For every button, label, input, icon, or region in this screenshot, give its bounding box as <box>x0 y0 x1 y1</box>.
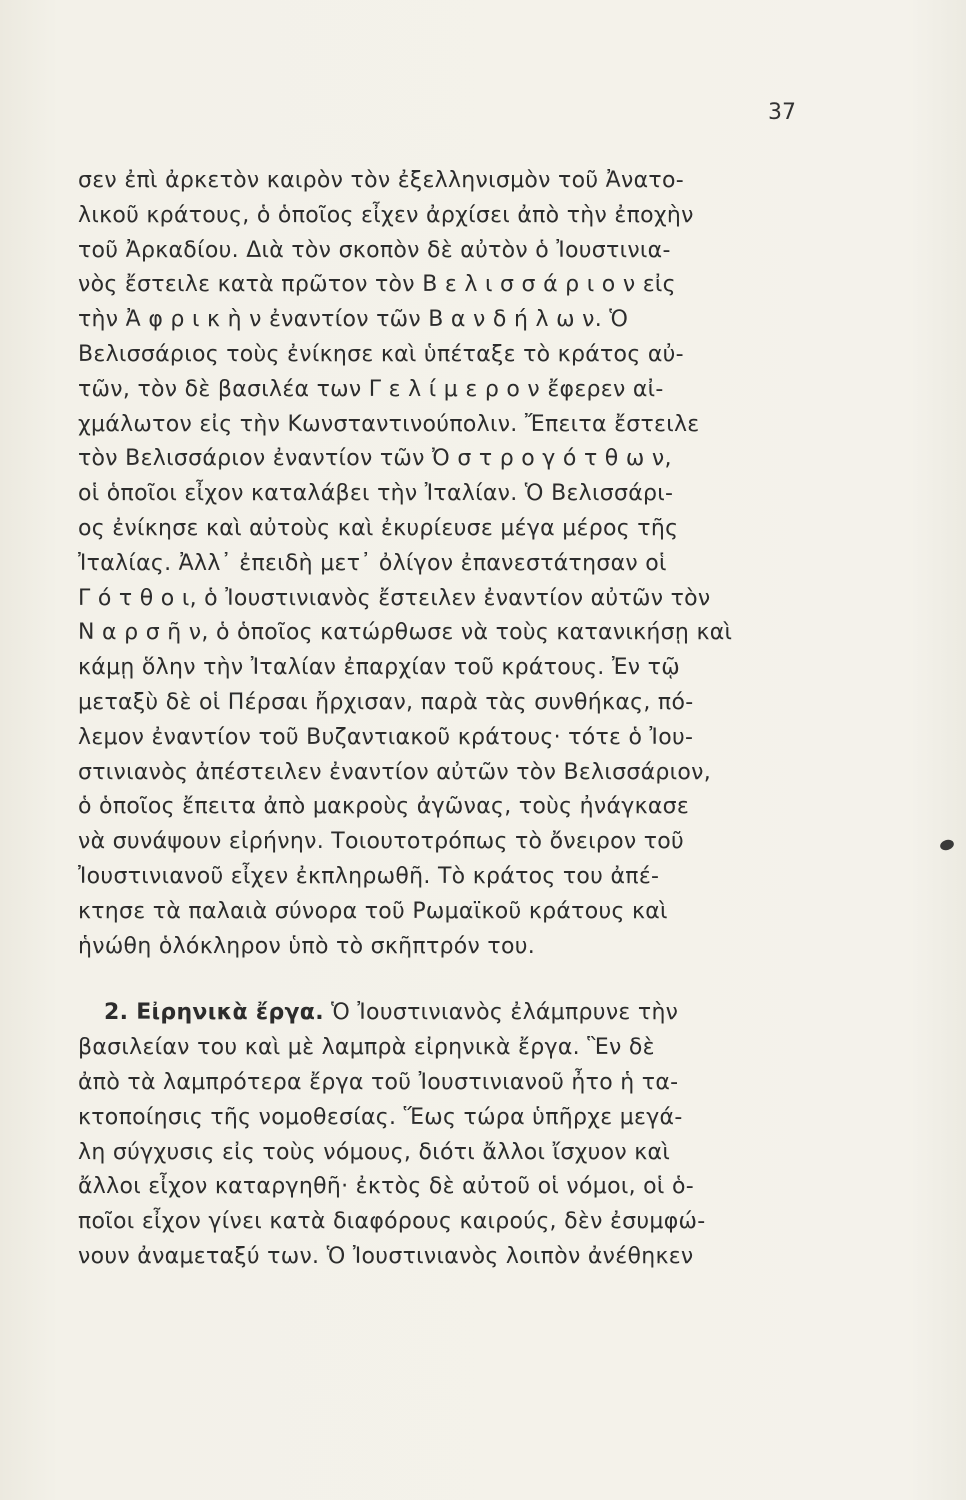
text-line: σεν ἐπὶ ἀρκετὸν καιρὸν τὸν ἐξελληνισμὸν τοῦ Ἀνατο- <box>78 168 684 193</box>
text-line: ἄλλοι εἶχον καταργηθῆ· ἐκτὸς δὲ αὐτοῦ οἱ νόμοι, οἱ ὁ- <box>78 1174 694 1200</box>
text-line: χμάλωτον εἰς τὴν Κωνσταντινούπολιν. Ἔπειτα ἔστειλε <box>78 411 700 437</box>
text-line: ποῖοι εἶχον γίνει κατὰ διαφόρους καιρούς, δὲν ἐσυμφώ- <box>78 1209 706 1235</box>
text-line: νουν ἀναμεταξύ των. Ὁ Ἰουστινιανὸς λοιπὸν ἀνέθηκεν <box>78 1243 694 1269</box>
text-line: τοῦ Ἀρκαδίου. Διὰ τὸν σκοπὸν δὲ αὐτὸν ὁ Ἰουστινια- <box>78 237 671 263</box>
page-number: 37 <box>768 100 796 125</box>
text-line: ος ἐνίκησε καὶ αὐτοὺς καὶ ἐκυρίευσε μέγα μέρος τῆς <box>78 515 679 541</box>
text-line: κάμῃ ὅλην τὴν Ἰταλίαν ἐπαρχίαν τοῦ κράτους. Ἐν τῷ <box>78 655 680 681</box>
section-2-first-line-text: Ὁ Ἰουστινιανὸς ἐλάμπρυνε τὴν <box>323 1000 679 1026</box>
text-line: Βελισσάριος τοὺς ἐνίκησε καὶ ὑπέταξε τὸ κράτος αὐ- <box>78 341 684 367</box>
text-line: Ν α ρ σ ῆ ν, ὁ ὁποῖος κατώρθωσε νὰ τοὺς κατανικήσῃ καὶ <box>78 620 733 646</box>
text-line: νὸς ἔστειλε κατὰ πρῶτον τὸν Β ε λ ι σ σ ά ρ ι ο ν εἰς <box>78 272 676 298</box>
text-line: λεμον ἐναντίον τοῦ Βυζαντιακοῦ κράτους· τότε ὁ Ἰου- <box>78 724 694 750</box>
text-line: ἡνώθη ὁλόκληρον ὑπὸ τὸ σκῆπτρόν του. <box>78 933 536 959</box>
text-line: λη σύγχυσις εἰς τοὺς νόμους, διότι ἄλλοι ἴσχυον καὶ <box>78 1139 671 1165</box>
section-gap <box>78 964 808 996</box>
text-line: κτησε τὰ παλαιὰ σύνορα τοῦ Ρωμαϊκοῦ κράτους καὶ <box>78 898 668 924</box>
section-2 <box>78 996 808 1274</box>
section-2-first-line <box>78 996 808 1031</box>
text-line: ὁ ὁποῖος ἔπειτα ἀπὸ μακροὺς ἀγῶνας, τοὺς ἠνάγκασε <box>78 794 690 820</box>
body-text <box>78 164 808 1275</box>
section-2-title: 2. Εἰρηνικὰ ἔργα. <box>104 1000 324 1026</box>
text-line: ἀπὸ τὰ λαμπρότερα ἔργα τοῦ Ἰουστινιανοῦ ἦτο ἡ τα- <box>78 1069 679 1095</box>
text-line: στινιανὸς ἀπέστειλεν ἐναντίον αὐτῶν τὸν Βελισσάριον, <box>78 759 712 785</box>
text-line: λικοῦ κράτους, ὁ ὁποῖος εἶχεν ἀρχίσει ἀπὸ τὴν ἐποχὴν <box>78 202 694 228</box>
ink-speck-mark <box>939 838 955 852</box>
text-line: Ἰουστινιανοῦ εἶχεν ἐκπληρωθῆ. Τὸ κράτος του ἀπέ- <box>78 863 660 889</box>
text-line: νὰ συνάψουν εἰρήνην. Τοιουτοτρόπως τὸ ὄνειρον τοῦ <box>78 829 685 855</box>
paragraph-1 <box>78 164 808 964</box>
text-line: τὴν Ἀ φ ρ ι κ ὴ ν ἐναντίον τῶν Β α ν δ ή λ ω ν. Ὁ <box>78 307 629 333</box>
text-line: βασιλείαν του καὶ μὲ λαμπρὰ εἰρηνικὰ ἔργα. Ἓν δὲ <box>78 1035 655 1061</box>
text-line: οἱ ὁποῖοι εἶχον καταλάβει τὴν Ἰταλίαν. Ὁ Βελισσάρι- <box>78 481 674 507</box>
text-line: μεταξὺ δὲ οἱ Πέρσαι ἤρχισαν, παρὰ τὰς συνθήκας, πό- <box>78 689 694 715</box>
text-line: τῶν, τὸν δὲ βασιλέα των Γ ε λ ί μ ε ρ ο ν ἔφερεν αἰ- <box>78 376 664 402</box>
text-line: κτοποίησις τῆς νομοθεσίας. Ἕως τώρα ὑπῆρχε μεγά- <box>78 1104 683 1130</box>
text-line: Ἰταλίας. Ἀλλ᾽ ἐπειδὴ μετ᾽ ὀλίγον ἐπανεστάτησαν οἱ <box>78 550 667 576</box>
text-line: Γ ό τ θ ο ι, ὁ Ἰουστινιανὸς ἔστειλεν ἐναντίον αὐτῶν τὸν <box>78 585 711 611</box>
text-line: τὸν Βελισσάριον ἐναντίον τῶν Ὀ σ τ ρ ο γ ό τ θ ω ν, <box>78 446 672 472</box>
